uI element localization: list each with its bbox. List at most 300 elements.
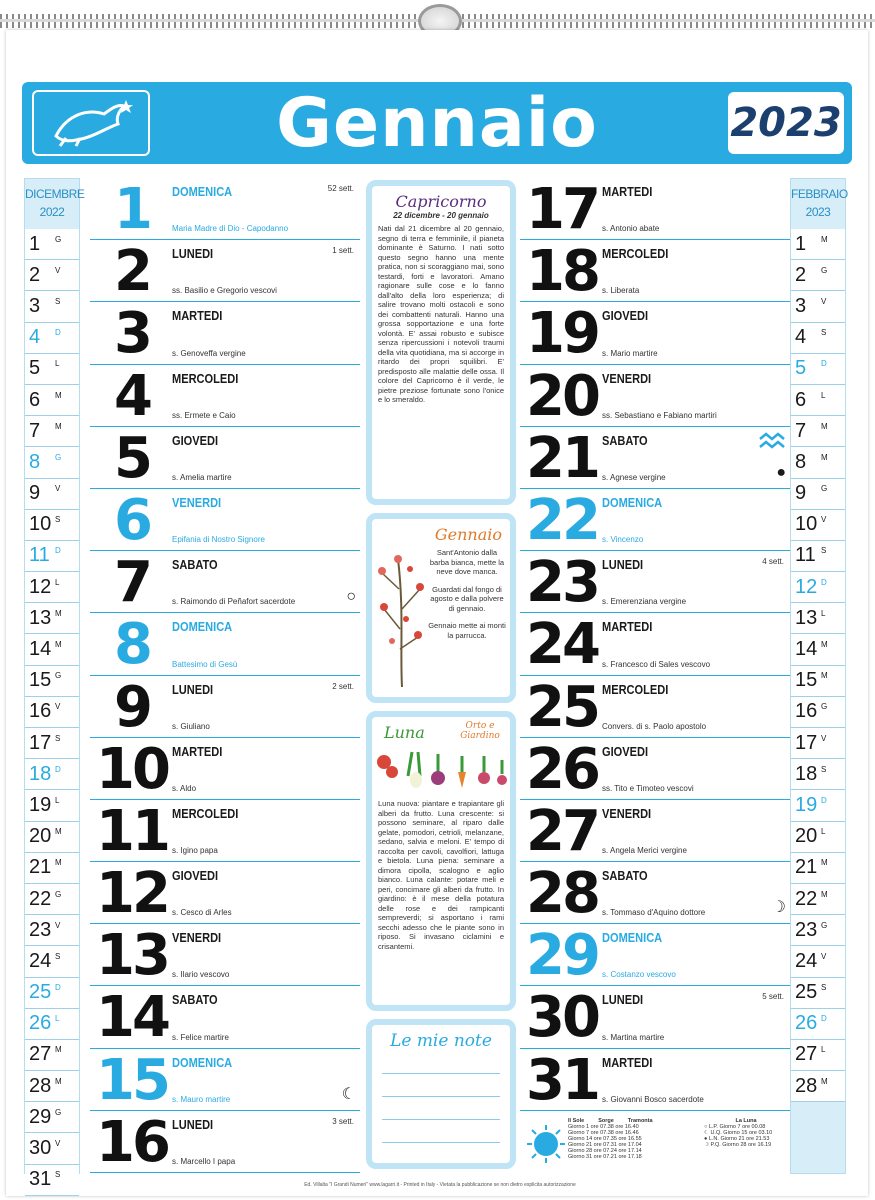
mini-day-letter: L bbox=[821, 390, 826, 400]
proverb-3: Gennaio mette ai monti la parrucca. bbox=[428, 621, 506, 640]
day-row bbox=[90, 985, 360, 1051]
sun-moon-legend bbox=[522, 1118, 788, 1174]
mini-day-number: 13 bbox=[795, 606, 818, 629]
prev-month-heading bbox=[25, 179, 85, 229]
mini-day-number: 29 bbox=[29, 1105, 52, 1128]
week-number: 3 sett. bbox=[332, 1116, 354, 1126]
saint-name: Convers. di s. Paolo apostolo bbox=[602, 721, 707, 731]
mini-day-number: 11 bbox=[29, 544, 50, 567]
mini-day-row bbox=[791, 479, 845, 510]
mini-day-letter: V bbox=[821, 951, 827, 961]
day-row bbox=[520, 923, 790, 989]
mini-day-letter: D bbox=[55, 764, 61, 774]
day-row bbox=[520, 676, 790, 738]
day-row bbox=[520, 178, 790, 240]
mini-day-number: 14 bbox=[795, 638, 818, 661]
next-month-calendar bbox=[790, 178, 846, 1174]
mini-day-number: 28 bbox=[795, 1074, 818, 1097]
mini-day-row bbox=[25, 1102, 79, 1133]
weekday-name: LUNEDI bbox=[172, 681, 214, 697]
mini-day-number: 24 bbox=[795, 949, 818, 972]
day-number: 11 bbox=[96, 798, 168, 864]
day-row bbox=[90, 861, 360, 927]
day-row bbox=[90, 239, 360, 305]
mini-day-letter: D bbox=[821, 577, 827, 587]
saint-name: s. Emerenziana vergine bbox=[602, 597, 687, 607]
moon-phase-icon: ● bbox=[776, 463, 786, 481]
mini-day-number: 15 bbox=[29, 669, 52, 692]
weekday-name: DOMENICA bbox=[172, 1054, 233, 1070]
mini-day-row bbox=[25, 260, 79, 291]
saint-name: s. Giovanni Bosco sacerdote bbox=[602, 1094, 704, 1104]
day-number: 27 bbox=[526, 798, 598, 864]
mini-day-number: 1 bbox=[795, 232, 807, 255]
mini-day-letter: S bbox=[821, 983, 827, 993]
mini-day-number: 14 bbox=[29, 638, 52, 661]
mini-day-letter: L bbox=[55, 1014, 60, 1024]
info-column bbox=[366, 180, 516, 1177]
mini-day-number: 21 bbox=[29, 856, 52, 879]
mini-day-number: 26 bbox=[795, 1012, 818, 1035]
mini-day-letter: L bbox=[55, 795, 60, 805]
zodiac-text: Nati dal 21 dicembre al 20 gennaio, segno di terra e femminile, il pianeta dominante è Saturno. I nati sotto questo segno hanno una mente pratica, non si scoraggiano mai, sono testardi, forti e lavoratori. Amano ragionare sulle cose e lo fanno dall'alto della loro esperienza; di salire trovano molti ostacoli e sono dei combattenti naturali. Hanno una grossa sopportazione e una forte volontà. E' assai robusto e subisce senza ripercussioni i notevoli traumi della vita quotidiana, ma si accorge in ritardo dei propri squilibri. E' predisposto alle malattie delle ossa. Il colore del Capricorno è il verde, le pietre preziose fortunate sono l'onice e lo smeraldo. bbox=[378, 224, 504, 404]
mini-day-row bbox=[25, 1133, 79, 1164]
day-row bbox=[520, 861, 790, 927]
saint-name: s. Ilario vescovo bbox=[172, 970, 230, 980]
mini-day-number: 15 bbox=[795, 669, 818, 692]
weekday-name: MERCOLEDI bbox=[172, 370, 239, 386]
mini-day-row bbox=[25, 1009, 79, 1040]
zodiac-box bbox=[366, 180, 516, 505]
mini-day-letter: V bbox=[821, 296, 827, 306]
day-number: 8 bbox=[114, 612, 150, 678]
day-row bbox=[520, 1049, 790, 1111]
mini-day-number: 7 bbox=[795, 419, 807, 442]
note-line bbox=[382, 1119, 500, 1120]
prev-month-year: 2022 bbox=[39, 205, 65, 219]
day-number: 5 bbox=[114, 425, 150, 491]
day-row bbox=[90, 1049, 360, 1111]
mini-day-row bbox=[25, 510, 79, 541]
proverb-1: Sant'Antonio dalla barba bianca, mette la neve dove manca. bbox=[429, 548, 505, 576]
day-number: 25 bbox=[526, 674, 598, 740]
mini-day-letter: M bbox=[821, 1076, 828, 1086]
mini-day-letter: V bbox=[55, 920, 61, 930]
weekday-name: LUNEDI bbox=[172, 246, 214, 262]
mini-day-row bbox=[791, 759, 845, 790]
saint-name: s. Aldo bbox=[172, 783, 197, 793]
mini-day-letter: M bbox=[821, 858, 828, 868]
mini-day-row bbox=[791, 1071, 845, 1102]
saint-name: Maria Madre di Dio - Capodanno bbox=[172, 224, 289, 234]
mini-day-number: 1 bbox=[29, 232, 41, 255]
saint-name: s. Mario martire bbox=[602, 348, 658, 358]
mini-day-row bbox=[791, 1009, 845, 1040]
weekday-name: GIOVEDI bbox=[602, 743, 649, 759]
mini-day-letter: V bbox=[55, 1139, 61, 1149]
mini-day-number: 23 bbox=[795, 918, 818, 941]
mini-day-letter: S bbox=[55, 515, 61, 525]
sun-head: Il Sole bbox=[568, 1118, 585, 1124]
sun-time-row: Giorno 21 ore 07.31 ore 17.04 bbox=[568, 1142, 642, 1148]
zodiac-dates: 22 dicembre - 20 gennaio bbox=[393, 211, 489, 220]
mini-day-row bbox=[791, 666, 845, 697]
mini-day-letter: M bbox=[55, 1045, 62, 1055]
saint-name: s. Tommaso d'Aquino dottore bbox=[602, 908, 706, 918]
moon-phase-row: ☾ U.Q. Giorno 15 ore 03.10 bbox=[704, 1130, 773, 1136]
mini-day-number: 4 bbox=[29, 326, 41, 349]
mini-day-letter: G bbox=[821, 920, 828, 930]
mini-day-row bbox=[25, 790, 79, 821]
weekday-name: MERCOLEDI bbox=[602, 681, 669, 697]
mini-day-number: 27 bbox=[29, 1043, 52, 1066]
mini-day-letter: G bbox=[55, 234, 62, 244]
day-number: 13 bbox=[96, 923, 168, 989]
mini-day-number: 18 bbox=[29, 762, 52, 785]
weekday-name: MERCOLEDI bbox=[602, 246, 669, 262]
mini-day-letter: G bbox=[55, 452, 62, 462]
notes-title: Le mie note bbox=[390, 1031, 492, 1051]
day-number: 16 bbox=[96, 1109, 168, 1175]
days-column-right bbox=[520, 178, 790, 1111]
mini-day-letter: S bbox=[821, 764, 827, 774]
mini-day-letter: L bbox=[821, 827, 826, 837]
weekday-name: MARTEDI bbox=[172, 743, 223, 759]
mini-day-letter: L bbox=[55, 359, 60, 369]
mini-day-letter: M bbox=[55, 640, 62, 650]
mini-day-number: 17 bbox=[795, 731, 818, 754]
mini-day-number: 10 bbox=[795, 513, 818, 536]
moon-garden-subtitle: Orto e Giardino bbox=[460, 721, 500, 741]
mini-day-number: 6 bbox=[29, 388, 41, 411]
moon-phase-row: ☽ P.Q. Giorno 28 ore 16.19 bbox=[704, 1142, 772, 1148]
weekday-name: GIOVEDI bbox=[602, 308, 649, 324]
weekday-name: SABATO bbox=[172, 557, 218, 573]
saint-name: s. Amelia martire bbox=[172, 472, 232, 482]
previous-month-calendar bbox=[24, 178, 85, 1191]
mini-day-row bbox=[791, 1040, 845, 1071]
weekday-name: SABATO bbox=[602, 868, 648, 884]
proverbs-title: Gennaio bbox=[434, 525, 502, 544]
day-row bbox=[90, 923, 360, 989]
mini-day-letter: G bbox=[821, 265, 828, 275]
saint-name: s. Mauro martire bbox=[172, 1094, 231, 1104]
vegetables-icon bbox=[372, 742, 510, 790]
week-number: 2 sett. bbox=[332, 681, 354, 691]
mini-day-row bbox=[791, 603, 845, 634]
mini-day-row bbox=[25, 915, 79, 946]
day-number: 15 bbox=[96, 1047, 168, 1113]
days-column-left bbox=[90, 178, 360, 1173]
saint-name: ss. Basilio e Gregorio vescovi bbox=[172, 286, 277, 296]
mini-day-number: 25 bbox=[795, 981, 818, 1004]
mini-day-letter: G bbox=[55, 889, 62, 899]
mini-day-letter: D bbox=[55, 983, 61, 993]
day-number: 26 bbox=[526, 736, 598, 802]
day-number: 3 bbox=[114, 301, 150, 367]
weekday-name: GIOVEDI bbox=[172, 868, 219, 884]
month-header bbox=[22, 82, 852, 164]
mini-day-letter: S bbox=[821, 546, 827, 556]
mini-day-letter: D bbox=[821, 1014, 827, 1024]
mini-day-letter: G bbox=[821, 702, 828, 712]
next-month-name: FEBBRAIO bbox=[791, 187, 848, 201]
mini-day-number: 2 bbox=[29, 263, 41, 286]
mini-day-row bbox=[791, 790, 845, 821]
moon-phase-row: ○ L.P. Giorno 7 ore 00.08 bbox=[704, 1124, 766, 1130]
year-box: 2023 bbox=[728, 92, 844, 154]
mini-day-letter: V bbox=[55, 484, 61, 494]
zodiac-title: Capricorno bbox=[395, 192, 487, 211]
notes-box[interactable] bbox=[366, 1019, 516, 1169]
weekday-name: LUNEDI bbox=[602, 992, 644, 1008]
saint-name: s. Cesco di Arles bbox=[172, 908, 232, 918]
sun-icon bbox=[526, 1124, 566, 1164]
proverb-2: Guardati dal fongo di agosto e dalla polvere di gennaio. bbox=[430, 584, 504, 613]
day-number: 29 bbox=[526, 923, 598, 989]
moon-phase-icon: ☽ bbox=[771, 899, 786, 917]
mini-day-letter: V bbox=[821, 515, 827, 525]
moon-garden-text: Luna nuova: piantare e trapiantare gli alberi da frutto. Luna crescente: si possono seminare, al riparo dalle gelate, pomodori, cetrioli, melanzane, sedano, salvia e meloni. E' tempo di raccolta per cavoli, cavolfiori, lattuga e bietola. Luna piena: seminare a dimora cipolla, scalogno e aglio bianco. Luna calante: potare meli e peri, concimare gli alberi da frutto. In giardino: è il mese della potatura delle rose e dei rampicanti sempreverdi; si asportano i rami secchi adesso che le piante sono in riposo. Si invasano ciclamini e crisantemi. bbox=[378, 799, 504, 951]
week-number: 4 sett. bbox=[762, 557, 784, 567]
mini-day-letter: S bbox=[55, 296, 61, 306]
saint-name: s. Francesco di Sales vescovo bbox=[602, 659, 711, 669]
week-number: 1 sett. bbox=[332, 246, 354, 256]
mini-day-number: 16 bbox=[29, 700, 52, 723]
weekday-name: MARTEDI bbox=[602, 619, 653, 635]
saint-name: s. Giuliano bbox=[172, 721, 210, 731]
mini-day-row bbox=[25, 666, 79, 697]
mini-day-number: 26 bbox=[29, 1012, 52, 1035]
moon-head: La Luna bbox=[735, 1118, 757, 1124]
mini-day-row bbox=[25, 978, 79, 1009]
day-row bbox=[90, 427, 360, 489]
mini-day-row bbox=[25, 291, 79, 322]
day-row bbox=[90, 178, 360, 240]
day-row bbox=[90, 738, 360, 800]
weekday-name: SABATO bbox=[602, 432, 648, 448]
weekday-name: LUNEDI bbox=[602, 557, 644, 573]
mini-day-letter: L bbox=[821, 1045, 826, 1055]
mini-day-letter: V bbox=[55, 265, 61, 275]
saint-name: s. Liberata bbox=[602, 286, 640, 296]
day-row bbox=[520, 489, 790, 551]
day-number: 21 bbox=[526, 425, 598, 491]
mini-day-letter: G bbox=[55, 671, 62, 681]
saint-name: ss. Tito e Timoteo vescovi bbox=[602, 783, 694, 793]
saint-name: s. Vincenzo bbox=[602, 535, 644, 545]
moon-garden-box bbox=[366, 711, 516, 1011]
day-number: 1 bbox=[114, 177, 150, 242]
mini-day-letter: M bbox=[55, 390, 62, 400]
day-row bbox=[520, 612, 790, 678]
saint-name: s. Angela Merici vergine bbox=[602, 846, 687, 856]
week-number: 52 sett. bbox=[327, 184, 354, 193]
day-number: 17 bbox=[526, 177, 598, 242]
moon-table bbox=[704, 1118, 788, 1148]
weekday-name: VENERDI bbox=[602, 805, 652, 821]
mini-day-row bbox=[791, 510, 845, 541]
day-row bbox=[520, 427, 790, 489]
mini-day-letter: S bbox=[55, 951, 61, 961]
mini-day-row bbox=[791, 260, 845, 291]
sun-time-row: Giorno 31 ore 07.21 ore 17.18 bbox=[568, 1154, 642, 1160]
mini-day-row bbox=[791, 447, 845, 478]
mini-day-number: 25 bbox=[29, 981, 52, 1004]
weekday-name: DOMENICA bbox=[602, 930, 663, 946]
mini-day-number: 3 bbox=[795, 294, 807, 317]
saint-name: s. Antonio abate bbox=[602, 224, 660, 234]
mini-day-letter: M bbox=[55, 608, 62, 618]
mini-day-number: 5 bbox=[795, 357, 807, 380]
mini-day-number: 22 bbox=[795, 887, 818, 910]
mini-day-letter: D bbox=[55, 328, 61, 338]
mini-day-letter: M bbox=[821, 452, 828, 462]
mini-day-letter: V bbox=[821, 733, 827, 743]
sun-time-row: Giorno 1 ore 07.38 ore 16.40 bbox=[568, 1124, 639, 1130]
saint-name: s. Costanzo vescovo bbox=[602, 970, 676, 980]
mini-day-number: 22 bbox=[29, 887, 52, 910]
day-number: 20 bbox=[526, 363, 598, 429]
weekday-name: VENERDI bbox=[172, 930, 222, 946]
day-row bbox=[90, 800, 360, 862]
mini-day-row bbox=[25, 354, 79, 385]
weekday-name: DOMENICA bbox=[602, 494, 663, 510]
day-number: 22 bbox=[526, 487, 598, 553]
mini-day-letter: L bbox=[55, 577, 60, 587]
mini-day-row bbox=[791, 697, 845, 728]
mini-day-letter: M bbox=[821, 671, 828, 681]
mini-day-row bbox=[25, 416, 79, 447]
mini-day-number: 27 bbox=[795, 1043, 818, 1066]
moon-phase-icon: ○ bbox=[346, 588, 356, 606]
note-line bbox=[382, 1073, 500, 1074]
mini-day-row bbox=[25, 884, 79, 915]
mini-day-letter: M bbox=[55, 827, 62, 837]
mini-day-row bbox=[25, 634, 79, 665]
mini-day-number: 12 bbox=[29, 575, 52, 598]
mini-day-letter: S bbox=[55, 733, 61, 743]
day-row bbox=[520, 365, 790, 427]
day-number: 19 bbox=[526, 301, 598, 367]
mini-day-row bbox=[791, 915, 845, 946]
day-row bbox=[90, 301, 360, 367]
mini-day-row bbox=[791, 354, 845, 385]
mini-day-letter: G bbox=[821, 484, 828, 494]
sun-table bbox=[568, 1118, 678, 1160]
mini-day-number: 10 bbox=[29, 513, 52, 536]
mini-day-row bbox=[791, 946, 845, 977]
flower-branch-icon bbox=[376, 549, 428, 689]
mini-day-number: 11 bbox=[795, 544, 816, 567]
mini-day-row bbox=[25, 229, 79, 260]
mini-day-row bbox=[25, 728, 79, 759]
mini-day-number: 30 bbox=[29, 1137, 52, 1160]
mini-day-number: 8 bbox=[29, 450, 41, 473]
saint-name: Battesimo di Gesù bbox=[172, 659, 238, 669]
mini-day-row bbox=[791, 978, 845, 1009]
mini-day-number: 19 bbox=[29, 793, 52, 816]
weekday-name: VENERDI bbox=[602, 370, 652, 386]
mini-day-letter: S bbox=[821, 328, 827, 338]
day-number: 24 bbox=[526, 612, 598, 678]
mini-day-row bbox=[25, 385, 79, 416]
moon-phase-icon: ☾ bbox=[341, 1085, 356, 1103]
weekday-name: GIOVEDI bbox=[172, 432, 219, 448]
day-row bbox=[520, 239, 790, 305]
saint-name: s. Felice martire bbox=[172, 1032, 229, 1042]
mini-day-row bbox=[791, 822, 845, 853]
week-number: 5 sett. bbox=[762, 992, 784, 1002]
mini-day-row bbox=[25, 603, 79, 634]
mini-day-number: 28 bbox=[29, 1074, 52, 1097]
mini-day-row bbox=[25, 541, 79, 572]
day-row bbox=[90, 1111, 360, 1173]
mini-day-number: 31 bbox=[29, 1168, 52, 1191]
mini-day-letter: D bbox=[55, 546, 61, 556]
note-line bbox=[382, 1096, 500, 1097]
mini-day-number: 2 bbox=[795, 263, 807, 286]
mini-day-letter: M bbox=[821, 234, 828, 244]
mini-day-number: 20 bbox=[795, 825, 818, 848]
day-number: 14 bbox=[96, 985, 168, 1051]
day-number: 7 bbox=[114, 550, 150, 616]
mini-day-number: 23 bbox=[29, 918, 52, 941]
mini-day-row bbox=[25, 697, 79, 728]
mini-day-number: 9 bbox=[795, 482, 807, 505]
day-number: 31 bbox=[526, 1047, 598, 1113]
day-row bbox=[90, 365, 360, 427]
mini-day-row bbox=[791, 853, 845, 884]
mini-day-row bbox=[25, 759, 79, 790]
mini-day-number: 12 bbox=[795, 575, 818, 598]
saint-name: s. Genoveffa vergine bbox=[172, 348, 246, 358]
mini-day-letter: L bbox=[821, 608, 826, 618]
sun-time-row: Giorno 7 ore 07.38 ore 16.46 bbox=[568, 1130, 639, 1136]
saint-name: ss. Sebastiano e Fabiano martiri bbox=[602, 410, 717, 420]
mini-day-row bbox=[25, 1040, 79, 1071]
mini-day-letter: D bbox=[821, 359, 827, 369]
mini-day-row bbox=[25, 479, 79, 510]
prev-month-name: DICEMBRE bbox=[25, 187, 85, 201]
mini-day-number: 17 bbox=[29, 731, 52, 754]
saint-name: s. Igino papa bbox=[172, 846, 218, 856]
mini-day-letter: M bbox=[55, 421, 62, 431]
mini-day-letter: M bbox=[821, 889, 828, 899]
day-number: 6 bbox=[114, 487, 150, 553]
day-row bbox=[520, 800, 790, 862]
mini-day-row bbox=[791, 291, 845, 322]
mini-day-number: 5 bbox=[29, 357, 41, 380]
mini-day-letter: M bbox=[821, 421, 828, 431]
mini-day-number: 6 bbox=[795, 388, 807, 411]
sun-time-row: Giorno 28 ore 07.24 ore 17.14 bbox=[568, 1148, 642, 1154]
day-row bbox=[520, 738, 790, 800]
saint-name: s. Raimondo di Peñafort sacerdote bbox=[172, 597, 296, 607]
weekday-name: DOMENICA bbox=[172, 184, 233, 199]
mini-day-row bbox=[791, 416, 845, 447]
mini-day-number: 21 bbox=[795, 856, 818, 879]
saint-name: ss. Ermete e Caio bbox=[172, 410, 236, 420]
mini-day-row bbox=[25, 946, 79, 977]
day-row bbox=[520, 550, 790, 616]
saint-name: Epifania di Nostro Signore bbox=[172, 535, 265, 545]
mini-day-row bbox=[25, 853, 79, 884]
mini-day-number: 3 bbox=[29, 294, 41, 317]
weekday-name: DOMENICA bbox=[172, 619, 233, 635]
mini-day-number: 16 bbox=[795, 700, 818, 723]
mini-day-row bbox=[791, 385, 845, 416]
